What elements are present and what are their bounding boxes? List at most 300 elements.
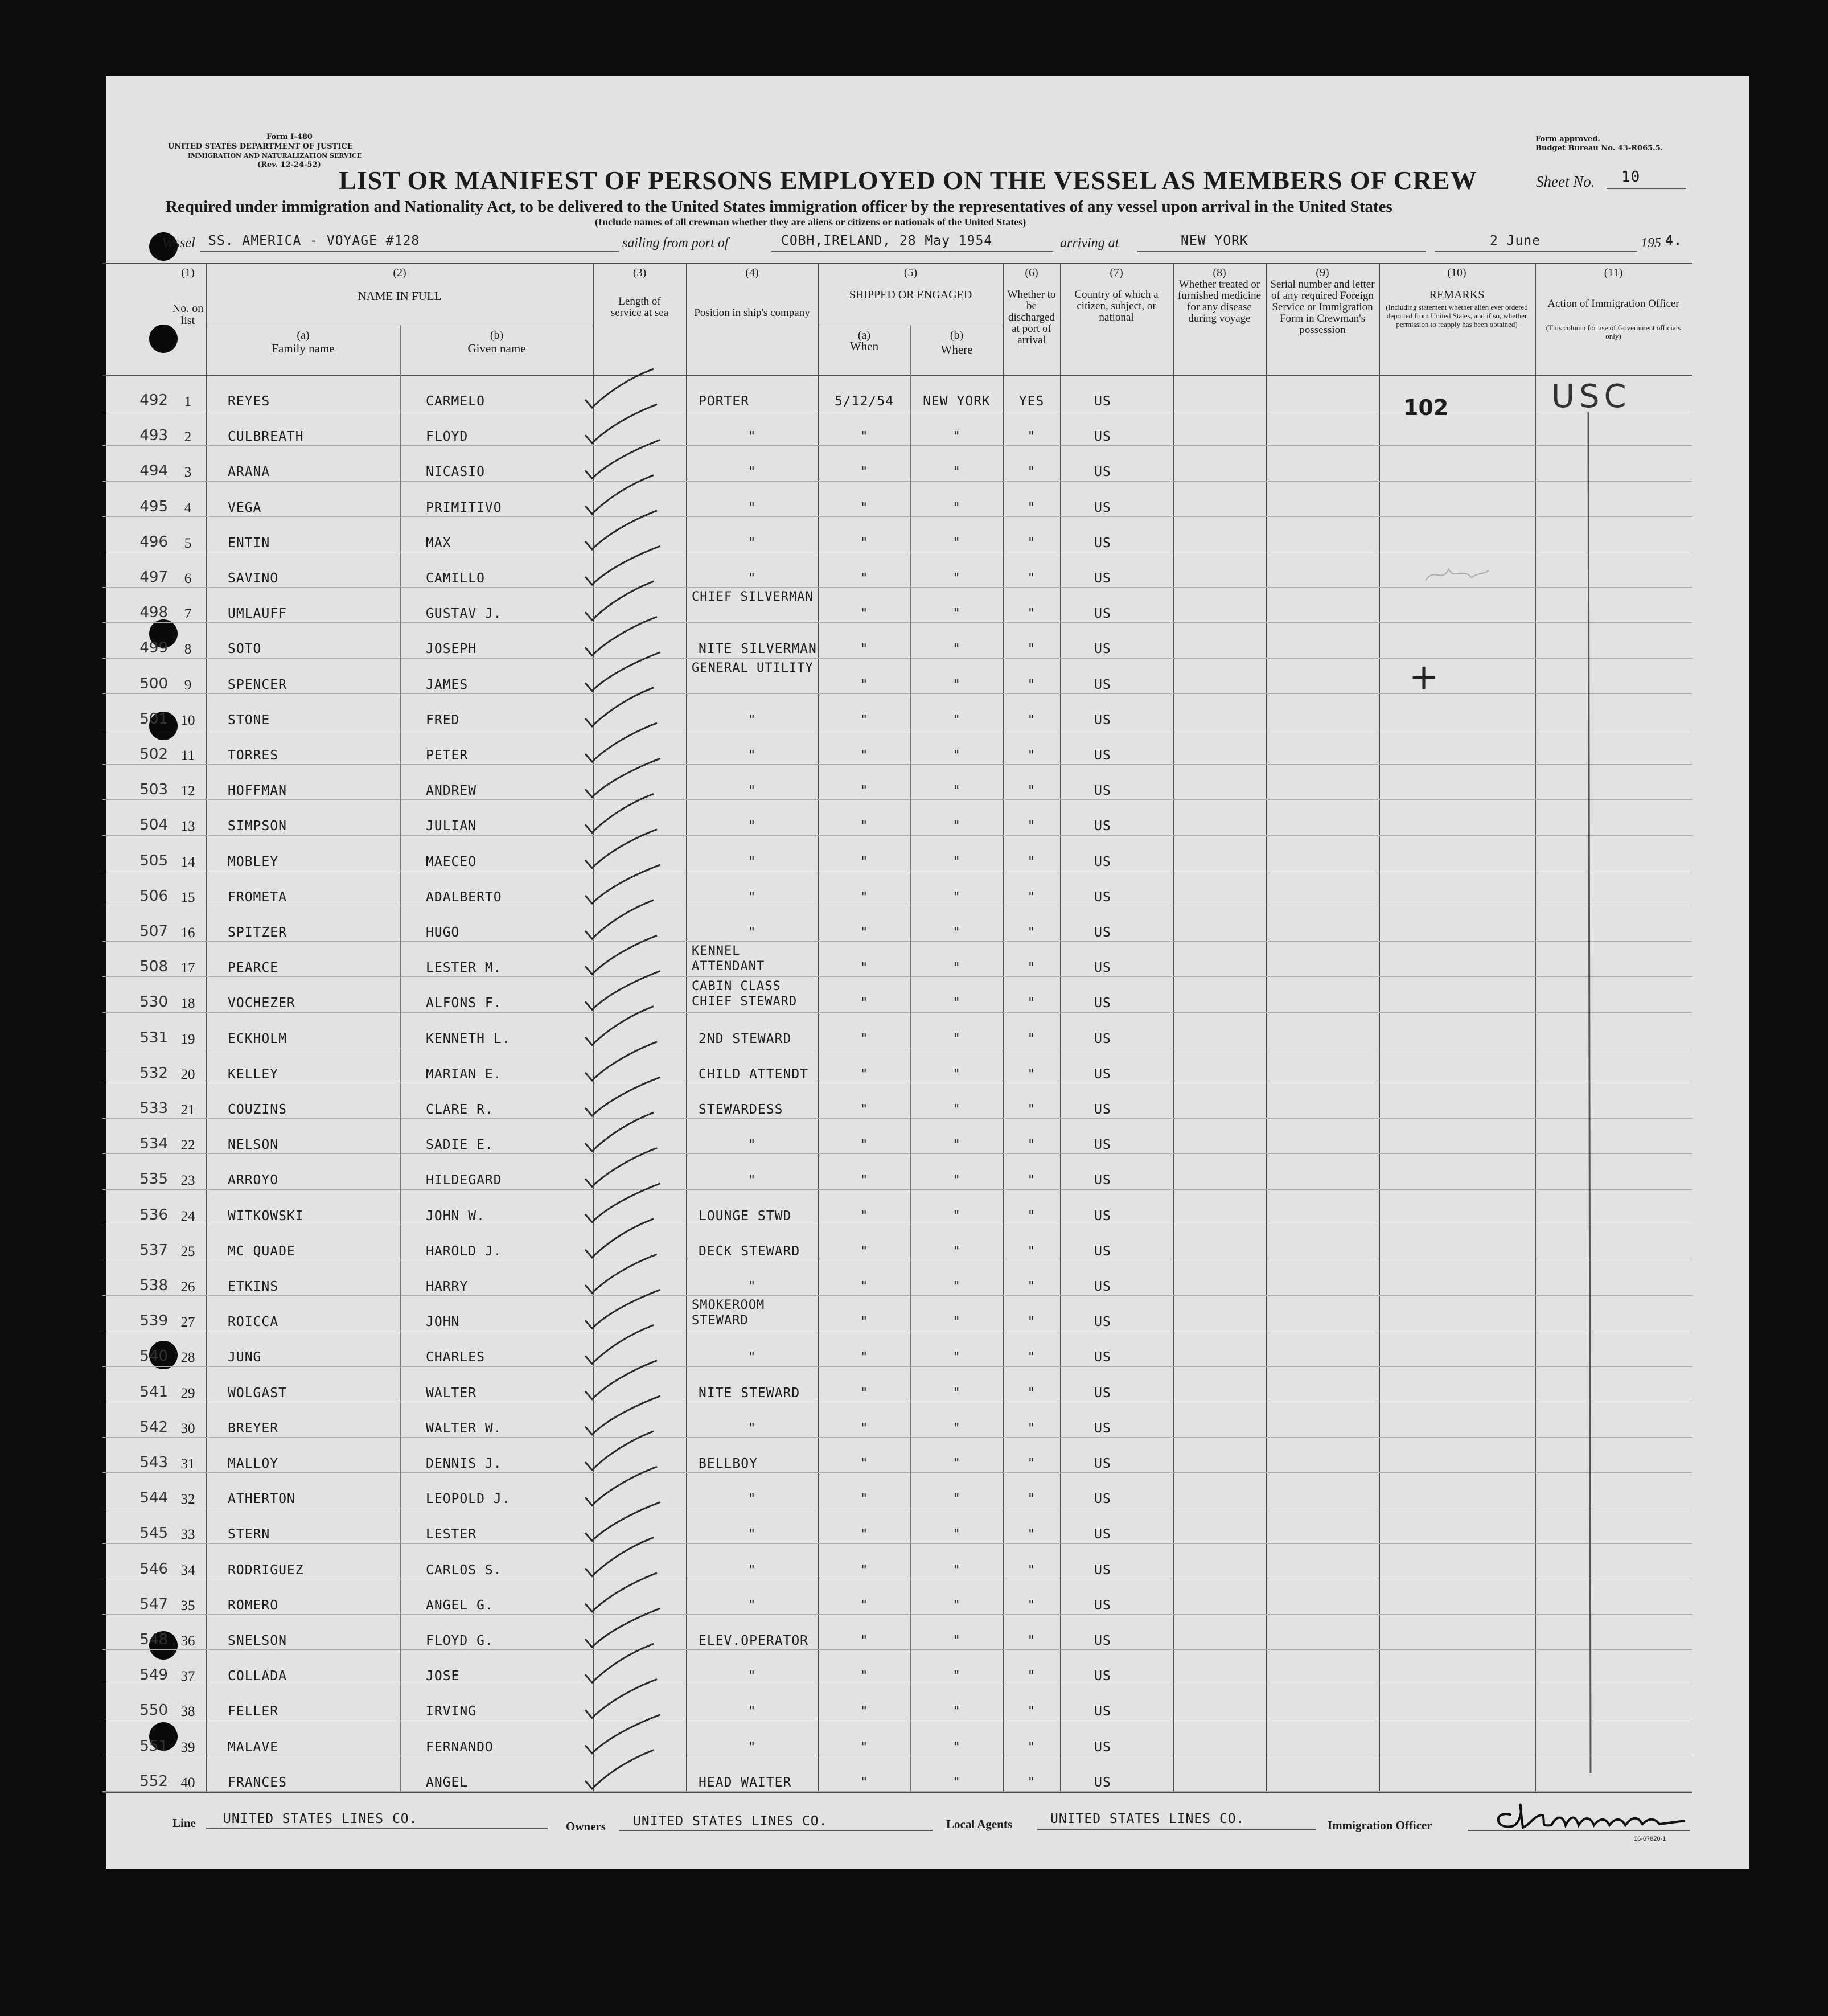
- cell-where: ": [952, 1350, 961, 1365]
- cell-discharged: ": [1027, 890, 1036, 905]
- cell-given: MAX: [426, 536, 451, 551]
- cell-given: MAECEO: [426, 855, 477, 869]
- cell-where: ": [952, 1421, 961, 1436]
- row-number: 28: [180, 1350, 195, 1365]
- cell-discharged: ": [1027, 783, 1036, 798]
- cell-family: BREYER: [228, 1421, 279, 1436]
- row-number: 23: [180, 1173, 195, 1188]
- check-mark: [585, 830, 657, 868]
- cell-position: ": [747, 1740, 757, 1755]
- cell-country: US: [1094, 1633, 1111, 1648]
- cell-position: ": [747, 1563, 757, 1578]
- cell-family: MALAVE: [228, 1740, 279, 1755]
- cell-given: SADIE E.: [426, 1138, 494, 1152]
- row-number: 31: [180, 1456, 195, 1472]
- row-number: 39: [180, 1740, 195, 1755]
- cell-when: ": [860, 1456, 869, 1471]
- cell-discharged: ": [1027, 1173, 1036, 1188]
- cell-discharged: ": [1027, 606, 1036, 621]
- cell-family: MC QUADE: [228, 1244, 295, 1259]
- cell-country: US: [1094, 748, 1111, 763]
- cell-discharged: YES: [1018, 394, 1045, 409]
- cell-given: FLOYD G.: [426, 1633, 494, 1648]
- col2-number: (2): [393, 266, 406, 279]
- cell-where: ": [952, 925, 961, 940]
- cell-family: SPENCER: [228, 678, 287, 692]
- handwritten-row-number: 544: [139, 1489, 168, 1506]
- sheet-number-label: Sheet No.: [1536, 173, 1595, 190]
- col5b-number: (b): [950, 329, 964, 342]
- handwritten-row-number: 534: [139, 1135, 168, 1152]
- cell-where: ": [952, 855, 961, 869]
- handwritten-row-number: 547: [139, 1596, 168, 1613]
- sailing-label: sailing from port of: [622, 236, 729, 251]
- cell-country: US: [1094, 1350, 1111, 1365]
- cell-family: KELLEY: [228, 1067, 279, 1082]
- cell-family: VOCHEZER: [228, 996, 295, 1011]
- cell-given: JOHN W.: [426, 1209, 485, 1223]
- cell-discharged: ": [1027, 536, 1036, 551]
- cell-family: RODRIGUEZ: [228, 1563, 304, 1578]
- row-number: 16: [180, 925, 195, 941]
- handwritten-row-number: 535: [139, 1171, 168, 1188]
- cell-given: ALFONS F.: [426, 996, 502, 1011]
- cell-country: US: [1094, 429, 1111, 444]
- cell-discharged: ": [1027, 819, 1036, 834]
- cell-discharged: ": [1027, 1704, 1036, 1719]
- cell-family: SPITZER: [228, 925, 287, 940]
- cell-country: US: [1094, 1138, 1111, 1152]
- cell-given: MARIAN E.: [426, 1067, 502, 1082]
- cell-position: LOUNGE STWD: [699, 1209, 792, 1223]
- cell-country: US: [1094, 1704, 1111, 1719]
- handwritten-row-number: 546: [139, 1561, 168, 1578]
- row-number: 7: [184, 606, 192, 622]
- cell-given: ANDREW: [426, 783, 477, 798]
- cell-family: STERN: [228, 1527, 270, 1542]
- row-number: 13: [180, 819, 195, 834]
- row-number: 38: [180, 1704, 195, 1719]
- cell-country: US: [1094, 1244, 1111, 1259]
- handwritten-row-number: 503: [139, 781, 168, 798]
- cell-when: ": [860, 1173, 869, 1188]
- handwritten-row-number: 533: [139, 1100, 168, 1117]
- row-number: 3: [184, 465, 192, 480]
- cell-country: US: [1094, 1421, 1111, 1436]
- col5a-number: (a): [857, 329, 871, 342]
- check-mark: [585, 1254, 657, 1293]
- cell-where: ": [952, 1775, 961, 1790]
- handwritten-row-number: 541: [139, 1383, 168, 1401]
- cell-family: SNELSON: [228, 1633, 287, 1648]
- cell-where: NEW YORK: [923, 394, 991, 409]
- cell-discharged: ": [1027, 1102, 1036, 1117]
- check-mark: [585, 511, 657, 549]
- cell-country: US: [1094, 1067, 1111, 1082]
- check-mark: [585, 1219, 654, 1258]
- handwritten-row-number: 537: [139, 1242, 168, 1259]
- cell-position: ": [747, 536, 757, 551]
- cell-discharged: ": [1027, 996, 1036, 1011]
- cell-country: US: [1094, 855, 1111, 869]
- check-mark: [585, 758, 660, 797]
- cell-when: ": [860, 1421, 869, 1436]
- cell-discharged: ": [1027, 1279, 1036, 1294]
- row-number: 25: [180, 1244, 195, 1259]
- cell-given: CHARLES: [426, 1350, 485, 1365]
- cell-given: HILDEGARD: [426, 1173, 502, 1188]
- remark-faint-scribble: [1423, 564, 1492, 586]
- cell-where: ": [952, 1704, 961, 1719]
- check-mark: [585, 1325, 654, 1364]
- cell-discharged: ": [1027, 1456, 1036, 1471]
- cell-country: US: [1094, 571, 1111, 586]
- col-header-when: When: [849, 339, 879, 353]
- cell-family: TORRES: [228, 748, 279, 763]
- cell-when: ": [860, 1032, 869, 1046]
- col-header-country: Country of which a citizen, subject, or national: [1074, 289, 1159, 323]
- cell-when: ": [860, 1492, 869, 1506]
- check-mark: [585, 1750, 654, 1789]
- cell-given: ANGEL G.: [426, 1598, 494, 1613]
- cell-country: US: [1094, 465, 1111, 479]
- cell-discharged: ": [1027, 1350, 1036, 1365]
- cell-when: ": [860, 1563, 869, 1578]
- vessel-label: Vessel: [162, 236, 195, 251]
- cell-when: ": [860, 819, 869, 834]
- cell-position: DECK STEWARD: [699, 1244, 800, 1259]
- vessel-name: SS. AMERICA - VOYAGE #128: [208, 233, 420, 248]
- cell-where: ": [952, 606, 961, 621]
- row-number: 18: [180, 996, 195, 1011]
- cell-given: JOSEPH: [426, 642, 477, 656]
- cell-family: MOBLEY: [228, 855, 279, 869]
- cell-given: GUSTAV J.: [426, 606, 502, 621]
- cell-discharged: ": [1027, 1563, 1036, 1578]
- handwritten-row-number: 531: [139, 1029, 168, 1046]
- cell-given: NICASIO: [426, 465, 485, 479]
- form-number: Form I-480: [266, 133, 313, 141]
- cell-when: ": [860, 960, 869, 975]
- cell-discharged: ": [1027, 1138, 1036, 1152]
- check-mark: [585, 971, 660, 1009]
- cell-where: ": [952, 1563, 961, 1578]
- cell-family: WITKOWSKI: [228, 1209, 304, 1223]
- cell-country: US: [1094, 1209, 1111, 1223]
- cell-where: ": [952, 1740, 961, 1755]
- check-mark: [585, 900, 654, 939]
- row-number: 15: [180, 890, 195, 905]
- form-revision: (Rev. 12-24-52): [257, 161, 321, 169]
- cell-position: ": [747, 1492, 757, 1506]
- cell-country: US: [1094, 1173, 1111, 1188]
- check-mark: [585, 1644, 654, 1682]
- cell-given: CLARE R.: [426, 1102, 494, 1117]
- cell-where: ": [952, 890, 961, 905]
- check-mark: [585, 1431, 654, 1470]
- cell-when: ": [860, 1386, 869, 1401]
- col-header-given-name: Given name: [467, 342, 526, 355]
- col9-number: (9): [1316, 266, 1329, 279]
- cell-country: US: [1094, 1032, 1111, 1046]
- row-number: 29: [180, 1386, 195, 1401]
- cell-when: ": [860, 890, 869, 905]
- cell-when: ": [860, 1244, 869, 1259]
- cell-position: PORTER: [699, 394, 750, 409]
- col-header-name: NAME IN FULL: [358, 289, 442, 303]
- cell-where: ": [952, 1315, 961, 1329]
- check-mark: [585, 935, 657, 974]
- handwritten-row-number: 492: [139, 392, 168, 409]
- cell-country: US: [1094, 1279, 1111, 1294]
- cell-family: ROMERO: [228, 1598, 279, 1613]
- col3-number: (3): [632, 266, 647, 279]
- check-mark: [585, 652, 660, 691]
- cell-where: ": [952, 748, 961, 763]
- cell-position: SMOKEROOM STEWARD: [692, 1298, 765, 1328]
- cell-family: FELLER: [228, 1704, 279, 1719]
- row-number: 10: [180, 713, 195, 728]
- cell-family: SAVINO: [228, 571, 279, 586]
- col-header-position: Position in ship's company: [694, 307, 810, 319]
- row-number: 21: [180, 1102, 195, 1118]
- cell-position: CABIN CLASS CHIEF STEWARD: [692, 979, 798, 1009]
- cell-when: ": [860, 1315, 869, 1329]
- row-number: 33: [180, 1527, 195, 1542]
- cell-family: ETKINS: [228, 1279, 279, 1294]
- check-mark: [585, 475, 654, 514]
- cell-given: CARMELO: [426, 394, 485, 409]
- cell-position: ": [747, 1279, 757, 1294]
- cell-position: ": [747, 429, 757, 444]
- cell-given: HARRY: [426, 1279, 469, 1294]
- cell-given: CARLOS S.: [426, 1563, 502, 1578]
- cell-given: JULIAN: [426, 819, 477, 834]
- cell-given: KENNETH L.: [426, 1032, 511, 1046]
- cell-discharged: ": [1027, 571, 1036, 586]
- cell-family: JUNG: [228, 1350, 262, 1365]
- cell-position: ": [747, 855, 757, 869]
- cell-discharged: ": [1027, 642, 1036, 656]
- form-approved: Form approved.: [1535, 135, 1600, 143]
- check-mark: [585, 1679, 657, 1718]
- cell-where: ": [952, 1138, 961, 1152]
- col7-number: (7): [1110, 266, 1123, 279]
- handwritten-row-number: 507: [139, 923, 168, 940]
- footer-owners-label: Owners: [566, 1820, 606, 1833]
- footer-agents-label: Local Agents: [946, 1817, 1013, 1831]
- check-mark: [585, 546, 660, 585]
- year-suffix: 4.: [1665, 233, 1682, 248]
- cell-when: ": [860, 783, 869, 798]
- cell-discharged: ": [1027, 960, 1036, 975]
- action-handwritten-usc: USC: [1551, 378, 1631, 415]
- cell-discharged: ": [1027, 1244, 1036, 1259]
- handwritten-row-number: 496: [139, 533, 168, 551]
- cell-country: US: [1094, 500, 1111, 515]
- cell-when: ": [860, 1279, 869, 1294]
- cell-given: LESTER: [426, 1527, 477, 1542]
- handwritten-row-number: 506: [139, 888, 168, 905]
- col-header-discharged: Whether to be discharged at port of arrival: [1007, 289, 1056, 346]
- check-mark: [585, 1396, 660, 1435]
- cell-position: HEAD WAITER: [699, 1775, 792, 1790]
- check-mark: [585, 1184, 660, 1222]
- cell-discharged: ": [1027, 465, 1036, 479]
- cell-discharged: ": [1027, 1209, 1036, 1223]
- cell-position: ": [747, 925, 757, 940]
- row-number: 6: [184, 571, 192, 586]
- check-mark: [585, 581, 654, 620]
- cell-country: US: [1094, 394, 1111, 409]
- cell-position: ": [747, 465, 757, 479]
- cell-discharged: ": [1027, 1669, 1036, 1684]
- cell-given: CAMILLO: [426, 571, 485, 586]
- handwritten-row-number: 538: [139, 1277, 168, 1294]
- cell-family: SIMPSON: [228, 819, 287, 834]
- row-number: 12: [180, 783, 195, 799]
- cell-when: ": [860, 678, 869, 692]
- col-header-family-name: Family name: [272, 342, 335, 355]
- cell-country: US: [1094, 1315, 1111, 1329]
- form-note: (Include names of all crewman whether they are aliens or citizens or nationals of the United States): [595, 216, 1026, 228]
- cell-when: ": [860, 748, 869, 763]
- check-mark: [585, 1042, 657, 1081]
- cell-given: JOSE: [426, 1669, 460, 1684]
- cell-where: ": [952, 819, 961, 834]
- cell-discharged: ": [1027, 1527, 1036, 1542]
- cell-where: ": [952, 1456, 961, 1471]
- cell-where: ": [952, 500, 961, 515]
- cell-when: ": [860, 1740, 869, 1755]
- cell-where: ": [952, 536, 961, 551]
- cell-given: JAMES: [426, 678, 469, 692]
- cell-when: ": [860, 1669, 869, 1684]
- cell-position: ": [747, 571, 757, 586]
- cell-where: ": [952, 1244, 961, 1259]
- cell-family: FRANCES: [228, 1775, 287, 1790]
- cell-given: ANGEL: [426, 1775, 469, 1790]
- cell-when: ": [860, 465, 869, 479]
- cell-where: ": [952, 1386, 961, 1401]
- cell-position: NITE STEWARD: [699, 1386, 800, 1401]
- handwritten-row-number: 536: [139, 1206, 168, 1223]
- cell-where: ": [952, 1279, 961, 1294]
- cell-family: ECKHOLM: [228, 1032, 287, 1046]
- cell-country: US: [1094, 1740, 1111, 1755]
- check-mark: [585, 617, 657, 655]
- cell-discharged: ": [1027, 925, 1036, 940]
- cell-when: ": [860, 500, 869, 515]
- cell-when: ": [860, 429, 869, 444]
- action-column-line: [1583, 411, 1600, 1777]
- page-title: LIST OR MANIFEST OF PERSONS EMPLOYED ON THE VESSEL AS MEMBERS OF CREW: [339, 166, 1477, 195]
- cell-family: MALLOY: [228, 1456, 279, 1471]
- row-number: 4: [184, 500, 192, 516]
- cell-country: US: [1094, 642, 1111, 656]
- cell-where: ": [952, 1209, 961, 1223]
- cell-discharged: ": [1027, 855, 1036, 869]
- check-mark: [585, 440, 660, 478]
- cell-given: ADALBERTO: [426, 890, 502, 905]
- handwritten-row-number: 549: [139, 1666, 168, 1684]
- cell-family: UMLAUFF: [228, 606, 287, 621]
- cell-country: US: [1094, 536, 1111, 551]
- col-header-action: Action of Immigration Officer: [1547, 298, 1679, 310]
- cell-family: HOFFMAN: [228, 783, 287, 798]
- cell-position: CHIEF SILVERMAN: [692, 590, 814, 604]
- cell-country: US: [1094, 1456, 1111, 1471]
- col-header-where: Where: [940, 343, 973, 356]
- col2b-number: (b): [490, 329, 504, 342]
- cell-discharged: ": [1027, 1740, 1036, 1755]
- row-number: 34: [180, 1563, 195, 1578]
- cell-when: ": [860, 1775, 869, 1790]
- col2a-number: (a): [297, 329, 310, 342]
- cell-country: US: [1094, 678, 1111, 692]
- cell-when: ": [860, 925, 869, 940]
- cell-where: ": [952, 571, 961, 586]
- handwritten-row-number: 501: [139, 711, 168, 728]
- remark-handwritten-number: 102: [1403, 395, 1449, 420]
- cell-given: WALTER W.: [426, 1421, 502, 1436]
- cell-position: BELLBOY: [699, 1456, 758, 1471]
- cell-position: ": [747, 1421, 757, 1436]
- sailing-port: COBH,IRELAND, 28 May 1954: [781, 233, 993, 248]
- handwritten-row-number: 532: [139, 1065, 168, 1082]
- col-header-medicine: Whether treated or furnished medicine for any disease during voyage: [1177, 278, 1262, 325]
- cell-country: US: [1094, 925, 1111, 940]
- cell-discharged: ": [1027, 1492, 1036, 1506]
- cell-where: ": [952, 1527, 961, 1542]
- check-mark: [585, 1148, 657, 1186]
- cell-position: KENNEL ATTENDANT: [692, 944, 765, 974]
- row-number: 8: [184, 642, 192, 657]
- cell-family: ATHERTON: [228, 1492, 295, 1506]
- cell-given: IRVING: [426, 1704, 477, 1719]
- cell-family: STONE: [228, 713, 270, 728]
- footer-line-label: Line: [172, 1816, 196, 1830]
- cell-where: ": [952, 429, 961, 444]
- check-mark: [585, 1361, 657, 1399]
- row-number: 17: [180, 960, 195, 976]
- cell-country: US: [1094, 1492, 1111, 1506]
- col-header-action-note: (This column for use of Government officials only): [1546, 323, 1681, 340]
- handwritten-row-number: 530: [139, 993, 168, 1011]
- check-mark: [585, 794, 654, 832]
- cell-given: HAROLD J.: [426, 1244, 502, 1259]
- cell-where: ": [952, 960, 961, 975]
- cell-when: ": [860, 1209, 869, 1223]
- cell-given: LEOPOLD J.: [426, 1492, 511, 1506]
- col-header-remarks-note: (Including statement whether alien ever ordered deported from United States, and if so, whether permission to reapply has been obtained): [1386, 303, 1528, 329]
- cell-country: US: [1094, 1669, 1111, 1684]
- cell-position: ": [747, 713, 757, 728]
- cell-discharged: ": [1027, 1032, 1036, 1046]
- handwritten-row-number: 550: [139, 1702, 168, 1719]
- cell-given: WALTER: [426, 1386, 477, 1401]
- cell-where: ": [952, 1032, 961, 1046]
- row-number: 5: [184, 536, 192, 551]
- col4-number: (4): [745, 266, 759, 279]
- cell-when: ": [860, 536, 869, 551]
- col1-number: (1): [181, 266, 195, 279]
- check-mark: [585, 1467, 657, 1505]
- col6-number: (6): [1025, 266, 1038, 279]
- handwritten-row-number: 499: [139, 639, 168, 656]
- cell-discharged: ": [1027, 500, 1036, 515]
- cell-position: ": [747, 1598, 757, 1613]
